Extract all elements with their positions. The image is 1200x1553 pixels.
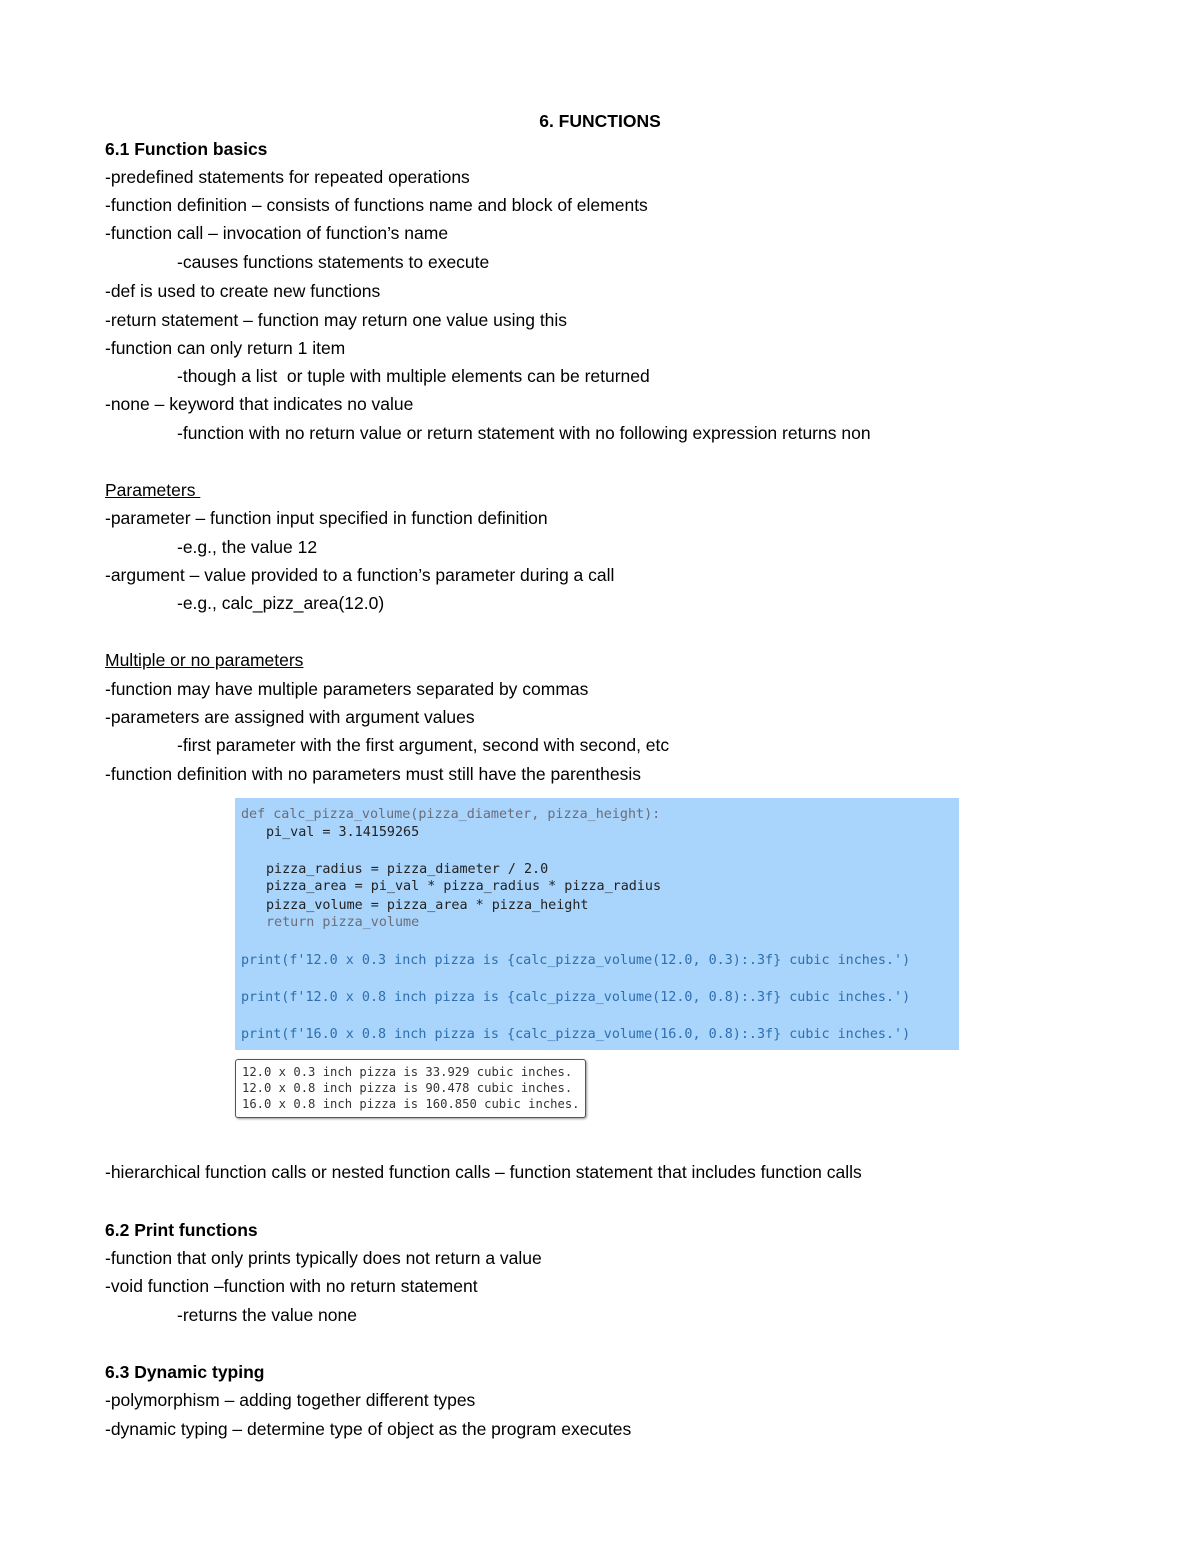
note-line: -function can only return 1 item (105, 338, 346, 358)
note-line: -dynamic typing – determine type of object as the program executes (105, 1419, 632, 1439)
note-line: -polymorphism – adding together different types (105, 1390, 476, 1410)
note-line: -none – keyword that indicates no value (105, 394, 414, 414)
note-line: -function that only prints typically does not return a value (105, 1248, 542, 1268)
note-line: -function definition – consists of functions name and block of elements (105, 195, 648, 215)
note-subline: -returns the value none (177, 1305, 357, 1325)
note-line: -void function –function with no return statement (105, 1276, 478, 1296)
output-line: 16.0 x 0.8 inch pizza is 160.850 cubic inches. (242, 1097, 580, 1111)
note-subline: -though a list or tuple with multiple elements can be returned (177, 366, 650, 386)
code-line: return pizza_volume (266, 915, 420, 930)
section-heading-print-functions: 6.2 Print functions (105, 1220, 258, 1240)
note-line: -function may have multiple parameters separated by commas (105, 679, 589, 699)
code-line: pizza_radius = pizza_diameter / 2.0 (266, 862, 549, 877)
note-subline: -e.g., the value 12 (177, 537, 318, 557)
section-heading-multiple-parameters: Multiple or no parameters (105, 650, 304, 670)
section-heading-dynamic-typing: 6.3 Dynamic typing (105, 1362, 265, 1382)
note-line: -hierarchical function calls or nested function calls – function statement that includes function calls (105, 1162, 862, 1182)
code-line: pizza_area = pi_val * pizza_radius * pizza_radius (266, 879, 662, 894)
note-line: -return statement – function may return one value using this (105, 310, 568, 330)
output-line: 12.0 x 0.8 inch pizza is 90.478 cubic inches. (242, 1081, 573, 1095)
code-line: print(f'12.0 x 0.8 inch pizza is {calc_pizza_volume(12.0, 0.8):.3f} cubic inches.') (241, 990, 911, 1005)
note-line: -parameters are assigned with argument values (105, 707, 475, 727)
note-subline: -first parameter with the first argument, second with second, etc (177, 735, 670, 755)
code-line: print(f'12.0 x 0.3 inch pizza is {calc_pizza_volume(12.0, 0.3):.3f} cubic inches.') (241, 953, 911, 968)
output-line: 12.0 x 0.3 inch pizza is 33.929 cubic inches. (242, 1065, 573, 1079)
note-line: -predefined statements for repeated operations (105, 167, 470, 187)
code-line: def calc_pizza_volume(pizza_diameter, pizza_height): (241, 807, 661, 822)
page-title: 6. FUNCTIONS (539, 111, 661, 131)
code-line: print(f'16.0 x 0.8 inch pizza is {calc_pizza_volume(16.0, 0.8):.3f} cubic inches.') (241, 1027, 911, 1042)
code-line: pizza_volume = pizza_area * pizza_height (266, 898, 589, 913)
note-line: -function call – invocation of function’s name (105, 223, 449, 243)
note-subline: -function with no return value or return statement with no following expression returns non (177, 423, 871, 443)
note-line: -argument – value provided to a function’s parameter during a call (105, 565, 615, 585)
note-line: -parameter – function input specified in function definition (105, 508, 548, 528)
note-subline: -e.g., calc_pizz_area(12.0) (177, 593, 385, 613)
note-line: -function definition with no parameters must still have the parenthesis (105, 764, 641, 784)
code-line: pi_val = 3.14159265 (266, 825, 420, 840)
note-line: -def is used to create new functions (105, 281, 381, 301)
note-subline: -causes functions statements to execute (177, 252, 490, 272)
section-heading-parameters: Parameters (105, 480, 201, 500)
section-heading-function-basics: 6.1 Function basics (105, 139, 268, 159)
code-snippet (235, 798, 959, 1050)
console-output (235, 1059, 586, 1118)
